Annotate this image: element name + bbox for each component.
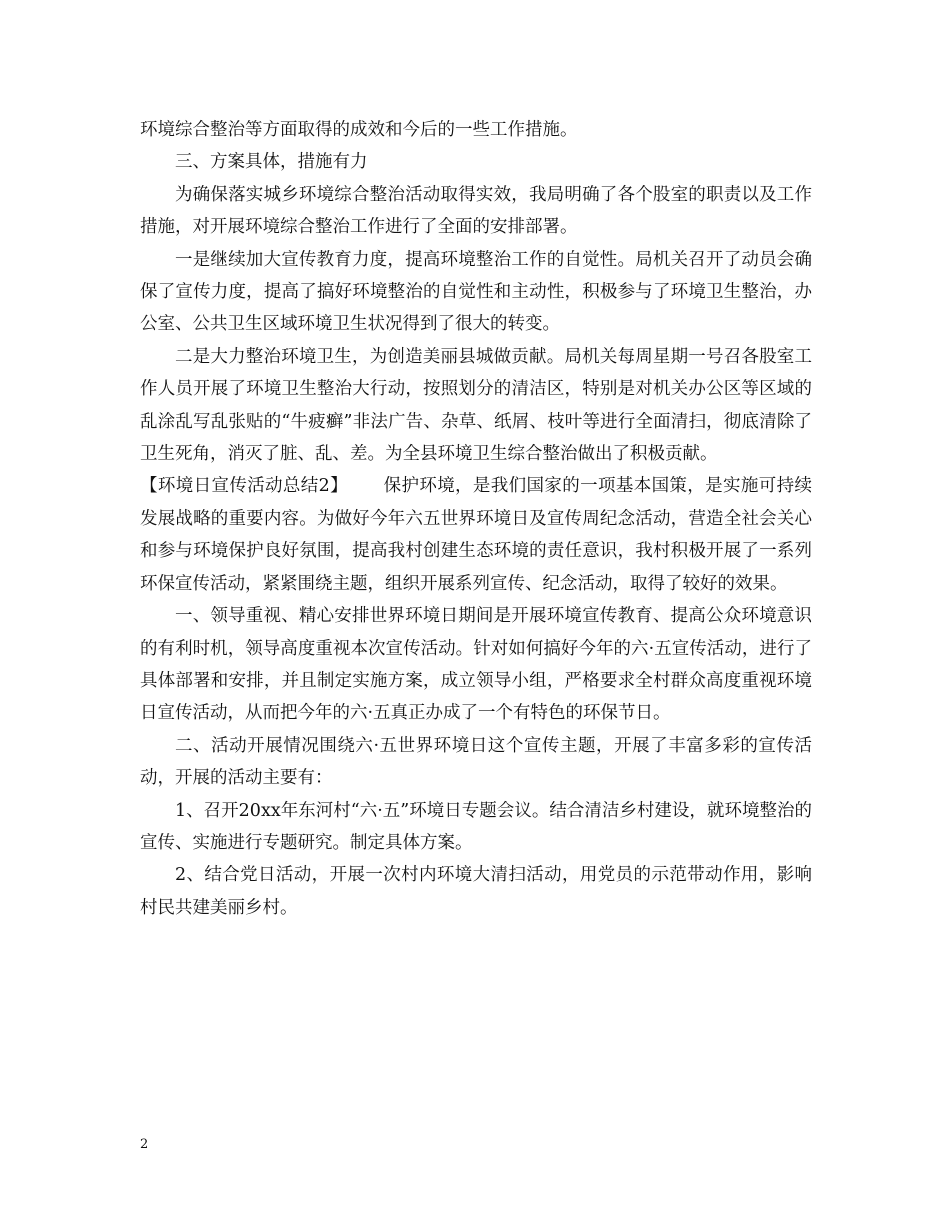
paragraph: 一是继续加大宣传教育力度，提高环境整治工作的自觉性。局机关召开了动员会确保了宣传力度，提高了搞好环境整治的自觉性和主动性，积极参与了环境卫生整治，办公室、公共卫生区域环境卫生状况得到了很大的转变。 xyxy=(140,249,812,335)
paragraph: 为确保落实城乡环境综合整治活动取得实效，我局明确了各个股室的职责以及工作措施，对开展环境综合整治工作进行了全面的安排部署。 xyxy=(140,184,812,238)
list-item: 2、结合党日活动，开展一次村内环境大清扫活动，用党员的示范带动作用，影响村民共建美丽乡村。 xyxy=(140,865,812,918)
paragraph: 二是大力整治环境卫生，为创造美丽县城做贡献。局机关每周星期一号召各股室工作人员开展了环境卫生整治大行动，按照划分的清洁区，特别是对机关办公区等区域的乱涂乱写乱张贴的“牛疲癣”非法广告、杂草、纸屑、枝叶等进行全面清扫，彻底清除了卫生死角，消灭了脏、乱、差。为全县环境卫生综合整治做出了积极贡献。 xyxy=(140,346,812,465)
paragraph: 二、活动开展情况围绕六·五世界环境日这个宣传主题，开展了丰富多彩的宣传活动，开展的活动主要有： xyxy=(140,735,812,789)
section-heading: 三、方案具体，措施有力 xyxy=(175,152,368,173)
heading-gap xyxy=(348,476,384,496)
summary-heading-paragraph xyxy=(140,470,812,600)
page-number: 2 xyxy=(140,1137,149,1152)
paragraph: 一、领导重视、精心安排世界环境日期间是开展环境宣传教育、提高公众环境意识的有利时机，领导高度重视本次宣传活动。针对如何搞好今年的六·五宣传活动，进行了具体部署和安排，并且制定实施方案，成立领导小组，严格要求全村群众高度重视环境日宣传活动，从而把今年的六·五真正办成了一个有特色的环保节日。 xyxy=(140,606,812,724)
summary-heading-label: 【环境日宣传活动总结2】 xyxy=(140,476,349,497)
list-item: 1、召开20xx年东河村“六·五”环境日专题会议。结合清洁乡村建设，就环境整治的宣传、实施进行专题研究。制定具体方案。 xyxy=(140,800,812,853)
document-body xyxy=(140,114,812,924)
paragraph: 环境综合整治等方面取得的成效和今后的一些工作措施。 xyxy=(140,120,578,140)
summary-intro-text: 保护环境，是我们国家的一项基本国策，是实施可持续发展战略的重要内容。为做好今年六五世界环境日及宣传周纪念活动，营造全社会关心和参与环境保护良好氛围，提高我村创建生态环境的责任意识，我村积极开展了一系列环保宣传活动，紧紧围绕主题，组织开展系列宣传、纪念活动，取得了较好的效果。 xyxy=(140,476,812,594)
